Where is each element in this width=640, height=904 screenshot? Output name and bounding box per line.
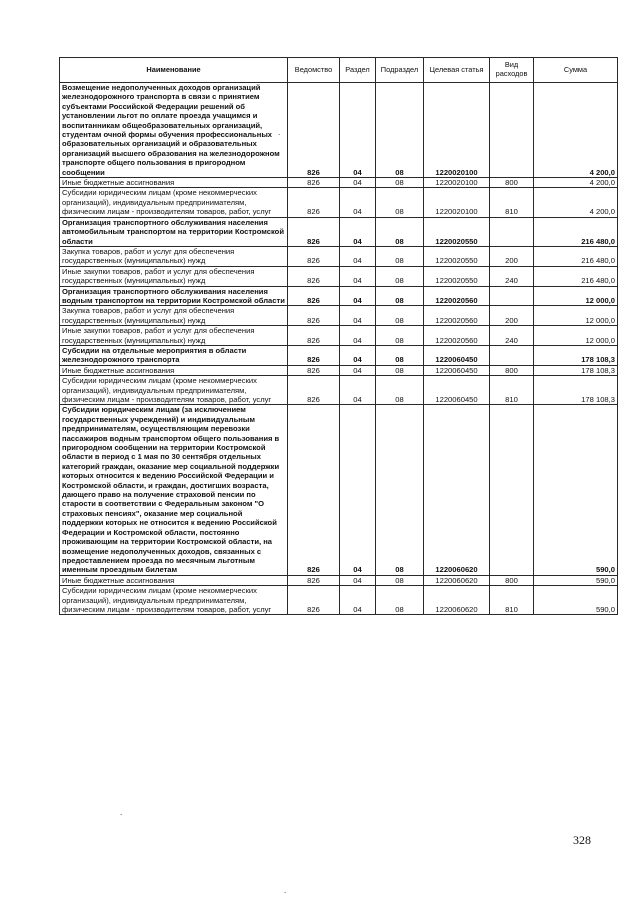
cell-ved: 826 — [288, 188, 340, 217]
cell-cel: 1220060620 — [424, 575, 490, 585]
table-row — [60, 246, 618, 266]
table-row — [60, 345, 618, 365]
cell-summa: 4 200,0 — [534, 83, 618, 178]
cell-ved: 826 — [288, 306, 340, 326]
header-cel: Целевая статья — [424, 58, 490, 83]
cell-vid — [490, 83, 534, 178]
cell-summa: 216 480,0 — [534, 246, 618, 266]
cell-podrazdel: 08 — [376, 405, 424, 575]
cell-ved: 826 — [288, 376, 340, 405]
cell-ved: 826 — [288, 345, 340, 365]
cell-podrazdel: 08 — [376, 83, 424, 178]
cell-cel: 1220020100 — [424, 83, 490, 178]
cell-razdel: 04 — [340, 83, 376, 178]
cell-name: Иные бюджетные ассигнования — [60, 575, 288, 585]
cell-ved: 826 — [288, 266, 340, 286]
cell-ved: 826 — [288, 586, 340, 615]
cell-name: Субсидии на отдельные мероприятия в области железнодорожного транспорта — [60, 345, 288, 365]
table-row — [60, 188, 618, 217]
cell-name: Иные закупки товаров, работ и услуг для обеспечения государственных (муниципальных) нужд — [60, 266, 288, 286]
table-row — [60, 266, 618, 286]
cell-razdel: 04 — [340, 365, 376, 375]
scan-speck: . — [278, 128, 281, 137]
cell-name: Иные закупки товаров, работ и услуг для обеспечения государственных (муниципальных) нужд — [60, 326, 288, 346]
cell-name: Закупка товаров, работ и услуг для обеспечения государственных (муниципальных) нужд — [60, 306, 288, 326]
cell-cel: 1220020560 — [424, 326, 490, 346]
cell-ved: 826 — [288, 365, 340, 375]
cell-summa: 12 000,0 — [534, 306, 618, 326]
cell-vid — [490, 217, 534, 246]
cell-name: Организация транспортного обслуживания населения водным транспортом на территории Костромской области — [60, 286, 288, 306]
table-row — [60, 376, 618, 405]
cell-razdel: 04 — [340, 188, 376, 217]
cell-razdel: 04 — [340, 405, 376, 575]
cell-cel: 1220060450 — [424, 345, 490, 365]
cell-summa: 178 108,3 — [534, 376, 618, 405]
cell-name: Субсидии юридическим лицам (кроме некоммерческих организаций), индивидуальным предпринимателям, физическим лицам - производителям товаров, работ, услуг — [60, 188, 288, 217]
cell-vid: 800 — [490, 575, 534, 585]
cell-vid — [490, 286, 534, 306]
cell-vid: 240 — [490, 326, 534, 346]
cell-name: Субсидии юридическим лицам (кроме некоммерческих организаций), индивидуальным предпринимателям, физическим лицам - производителям товаров, работ, услуг — [60, 376, 288, 405]
header-razdel: Раздел — [340, 58, 376, 83]
cell-razdel: 04 — [340, 326, 376, 346]
cell-razdel: 04 — [340, 217, 376, 246]
cell-ved: 826 — [288, 178, 340, 188]
cell-razdel: 04 — [340, 575, 376, 585]
scan-speck: . — [120, 808, 123, 817]
cell-vid: 810 — [490, 188, 534, 217]
cell-cel: 1220060450 — [424, 365, 490, 375]
cell-razdel: 04 — [340, 266, 376, 286]
cell-vid — [490, 345, 534, 365]
table-row — [60, 306, 618, 326]
cell-name: Субсидии юридическим лицам (кроме некоммерческих организаций), индивидуальным предпринимателям, физическим лицам - производителям товаров, работ, услуг — [60, 586, 288, 615]
table-row — [60, 217, 618, 246]
cell-cel: 1220020550 — [424, 266, 490, 286]
cell-summa: 4 200,0 — [534, 178, 618, 188]
cell-name: Иные бюджетные ассигнования — [60, 365, 288, 375]
cell-cel: 1220020100 — [424, 188, 490, 217]
cell-summa: 4 200,0 — [534, 188, 618, 217]
header-vid: Вид расходов — [490, 58, 534, 83]
cell-vid: 200 — [490, 306, 534, 326]
cell-summa: 590,0 — [534, 586, 618, 615]
page-number: 328 — [573, 833, 591, 847]
table-row — [60, 405, 618, 575]
table-row — [60, 365, 618, 375]
cell-cel: 1220020100 — [424, 178, 490, 188]
cell-vid: 810 — [490, 376, 534, 405]
table-row — [60, 178, 618, 188]
cell-name: Закупка товаров, работ и услуг для обеспечения государственных (муниципальных) нужд — [60, 246, 288, 266]
cell-razdel: 04 — [340, 345, 376, 365]
cell-cel: 1220020560 — [424, 306, 490, 326]
cell-podrazdel: 08 — [376, 345, 424, 365]
header-podrazdel: Подраздел — [376, 58, 424, 83]
table-row — [60, 286, 618, 306]
cell-summa: 216 480,0 — [534, 217, 618, 246]
cell-summa: 12 000,0 — [534, 286, 618, 306]
cell-name: Субсидии юридическим лицам (за исключением государственных учреждений) и индивидуальным предпринимателям, осуществляющим перевозки пассажиров водным транспортом общего пользования в пригородном сообщении на территории Костромской области в период с 1 мая по 30 сентября отдельных категорий граждан, оказание мер социальной поддержки которых относится к ведению Российской Федерации и Костромской области, и граждан, достигших возраста, дающего право на получение страховой пенсии по старости в соответствии с Федеральным законом "О страховых пенсиях", оказание мер социальной поддержки которых не относится к ведению Российской Федерации и Костромской области, постоянно проживающим на территории Костромской области, на возмещение недополученных доходов, связанных с предоставлением проезда по месячным льготным именным проездным билетам — [60, 405, 288, 575]
cell-vid: 800 — [490, 178, 534, 188]
cell-summa: 178 108,3 — [534, 345, 618, 365]
cell-podrazdel: 08 — [376, 266, 424, 286]
header-summa: Сумма — [534, 58, 618, 83]
cell-razdel: 04 — [340, 178, 376, 188]
cell-ved: 826 — [288, 246, 340, 266]
cell-name: Организация транспортного обслуживания населения автомобильным транспортом на территории Костромской области — [60, 217, 288, 246]
table-row — [60, 575, 618, 585]
cell-vid — [490, 405, 534, 575]
table-row — [60, 586, 618, 615]
cell-ved: 826 — [288, 326, 340, 346]
header-row — [60, 58, 618, 83]
cell-podrazdel: 08 — [376, 376, 424, 405]
cell-cel: 1220060450 — [424, 376, 490, 405]
cell-cel: 1220020560 — [424, 286, 490, 306]
cell-name: Возмещение недополученных доходов организаций железнодорожного транспорта в связи с принятием субъектами Российской Федерации решений об установлении льгот по оплате проезда учащимся и воспитанникам общеобразовательных организаций, студентам очной формы обучения профессиональных образовательных организаций и образовательных организаций высшего образования на железнодорожном транспорте общего пользования в пригородном сообщении — [60, 83, 288, 178]
cell-ved: 826 — [288, 405, 340, 575]
cell-podrazdel: 08 — [376, 246, 424, 266]
budget-table — [59, 57, 618, 615]
cell-razdel: 04 — [340, 286, 376, 306]
cell-podrazdel: 08 — [376, 188, 424, 217]
table-body — [60, 83, 618, 615]
cell-cel: 1220020550 — [424, 246, 490, 266]
cell-summa: 590,0 — [534, 575, 618, 585]
table-row — [60, 326, 618, 346]
cell-podrazdel: 08 — [376, 178, 424, 188]
cell-podrazdel: 08 — [376, 575, 424, 585]
cell-ved: 826 — [288, 575, 340, 585]
cell-razdel: 04 — [340, 306, 376, 326]
cell-ved: 826 — [288, 217, 340, 246]
cell-vid: 200 — [490, 246, 534, 266]
cell-vid: 800 — [490, 365, 534, 375]
cell-summa: 12 000,0 — [534, 326, 618, 346]
cell-summa: 178 108,3 — [534, 365, 618, 375]
cell-cel: 1220060620 — [424, 405, 490, 575]
cell-cel: 1220060620 — [424, 586, 490, 615]
cell-podrazdel: 08 — [376, 365, 424, 375]
cell-ved: 826 — [288, 286, 340, 306]
cell-vid: 810 — [490, 586, 534, 615]
header-name: Наименование — [60, 58, 288, 83]
cell-name: Иные бюджетные ассигнования — [60, 178, 288, 188]
cell-ved: 826 — [288, 83, 340, 178]
cell-podrazdel: 08 — [376, 217, 424, 246]
cell-vid: 240 — [490, 266, 534, 286]
cell-razdel: 04 — [340, 376, 376, 405]
cell-razdel: 04 — [340, 586, 376, 615]
cell-podrazdel: 08 — [376, 286, 424, 306]
cell-podrazdel: 08 — [376, 586, 424, 615]
header-ved: Ведомство — [288, 58, 340, 83]
cell-podrazdel: 08 — [376, 326, 424, 346]
table-row — [60, 83, 618, 178]
scan-speck: . — [284, 886, 287, 895]
cell-cel: 1220020550 — [424, 217, 490, 246]
cell-summa: 216 480,0 — [534, 266, 618, 286]
cell-podrazdel: 08 — [376, 306, 424, 326]
cell-summa: 590,0 — [534, 405, 618, 575]
cell-razdel: 04 — [340, 246, 376, 266]
